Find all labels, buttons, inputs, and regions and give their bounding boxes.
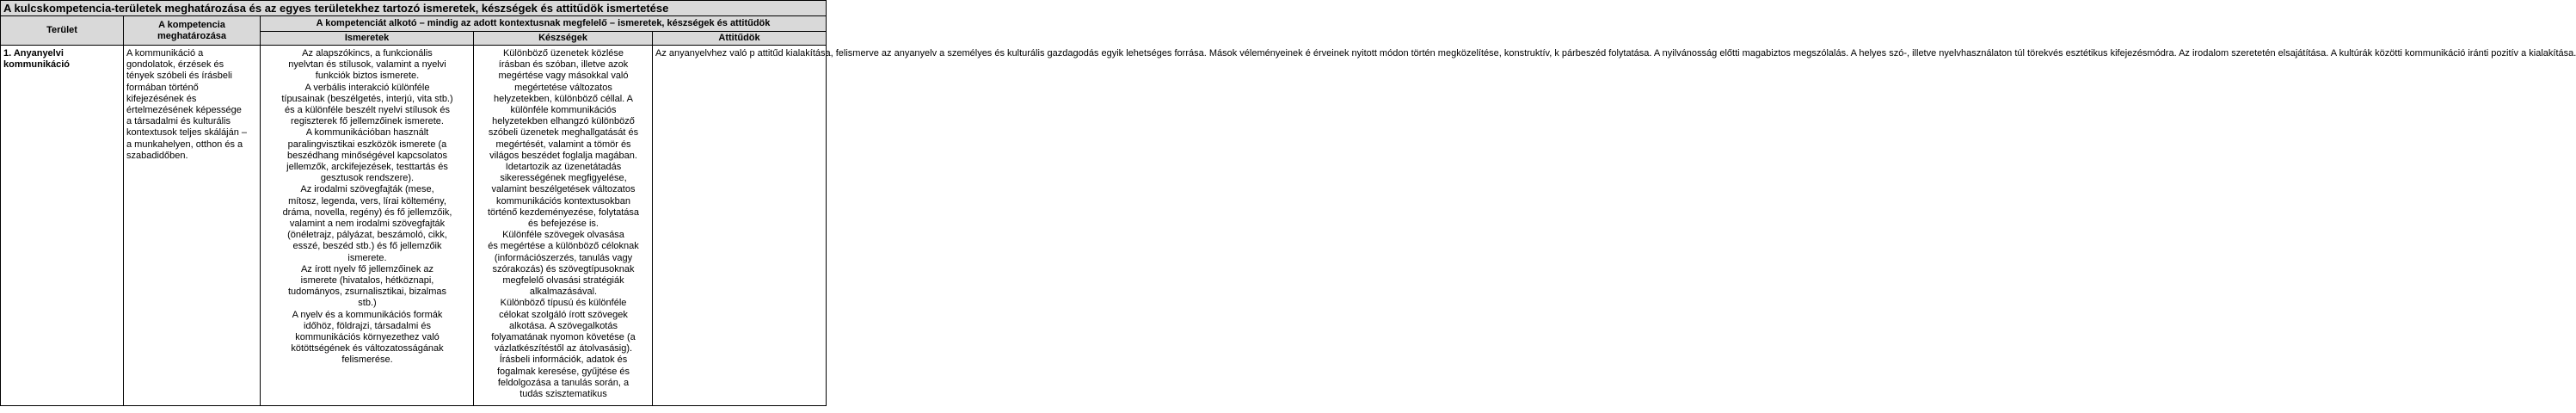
header-keszsegek: Készségek [474,32,653,46]
ismeretek-text: Az alapszókincs, a funkcionális nyelvtan és stílusok, valamint a nyelvi funkciók biztos ismerete. A verbális interakció különféle típusainak (beszélgetés, interjú, vita stb.) és a különféle beszélt nyelvi stílusok és regiszterek fő jellemzőinek ismerete. A kommunikációban használt paralingvisztikai eszközök ismerete (a beszédhang minőségével kapcsolatos jellemzők, arckifejezések, testtartás és gesztusok rendszere). Az irodalmi szövegfajták (mese, mítosz, legenda, vers, lírai költemény, dráma, novella, regény) és fő jellemzőik, valamint a nem irodalmi szövegfajták (önéletrajz, pályázat, beszámoló, cikk, esszé, beszéd stb.) és fő jellemzőik ismerete. Az írott nyelv fő jellemzőinek az ismerete (hivatalos, hétköznapi, tudományos, zsurnalisztikai, bizalmas stb.) A nyelv és a kommunikációs formák időhöz, földrajzi, társadalmi és kommunikációs környezethez való kötöttségének és változatosságának felismerése. [281,48,453,366]
ismeretek-cell [261,46,474,406]
definition-text: A kommunikáció a gondolatok, érzések és tények szóbeli és írásbeli formában történő kifejezésének és értelmezésének képessége a társadalmi és kulturális kontextusok teljes skáláján – a munkahelyen, otthon és a szabadidőben. [126,48,248,161]
header-meghatarozas-line1: A kompetencia [158,19,225,30]
header-alkoto: A kompetenciát alkotó – mindig az adott kontextusnak megfelelő – ismeretek, készségek és attitűdök [261,16,827,32]
definition-cell [124,46,261,406]
document-title: A kulcskompetencia-területek meghatározása és az egyes területekhez tartozó ismeretek, készségek és attitűdök ismertetése [1,1,827,16]
attitudok-cell [653,46,2576,406]
area-name-line1: 1. Anyanyelvi [3,48,64,59]
header-meghatarozas-line2: meghatározása [157,30,227,41]
header-terulet: Terület [1,16,124,46]
header-attitudok: Attitűdök [653,32,827,46]
area-name-line2: kommunikáció [3,59,71,71]
header-ismeretek: Ismeretek [261,32,474,46]
keszsegek-cell [474,46,653,406]
keszsegek-text: Különböző üzenetek közlése írásban és szóban, illetve azok megértése vagy másokkal való megértetése változatos helyzetekben, különböző céllal. A különféle kommunikációs helyzetekben elhangzó különböző szóbeli üzenetek meghallgatását és megértését, valamint a tömör és világos beszédet foglalja magában. Idetartozik az üzenetátadás sikerességének megfigyelése, valamint beszélgetések változatos kommunikációs kontextusokban történő kezdeményezése, folytatása és befejezése is. Különféle szövegek olvasása és megértése a különböző céloknak (információszerzés, tanulás vagy szórakozás) és szövegtípusoknak megfelelő olvasási stratégiák alkalmazásával. Különböző típusú és különféle célokat szolgáló írott szövegek alkotása. A szövegalkotás folyamatának nyomon követése (a vázlatkészítéstől az átolvasásig). Írásbeli információk, adatok és fogalmak keresése, gyűjtése és feldolgozása a tanulás során, a tudás szisztematikus [487,48,640,400]
area-cell [1,46,124,406]
table-row [1,46,827,406]
attitudok-text: Az anyanyelvhez való p attitűd kialakítása, felismerve az anyanyelv a személyes és kulturális gazdagodás egyik lehetséges forrása. Mások véleményeinek é érveinek nyitott módon történ megközelítése, konstruktív, k párbeszéd folytatása. A nyilvánosság előtti magabiztos megszólalás. A helyes szó-, illetve nyelvhasználaton túl törekvés esztétikus kifejezésmódra. Az irodalom szeretetén elsajátítása. A kultúrák közötti kommunikáció iránti pozitív a kialakítása. [655,48,2576,59]
header-meghatarozas [124,16,261,46]
